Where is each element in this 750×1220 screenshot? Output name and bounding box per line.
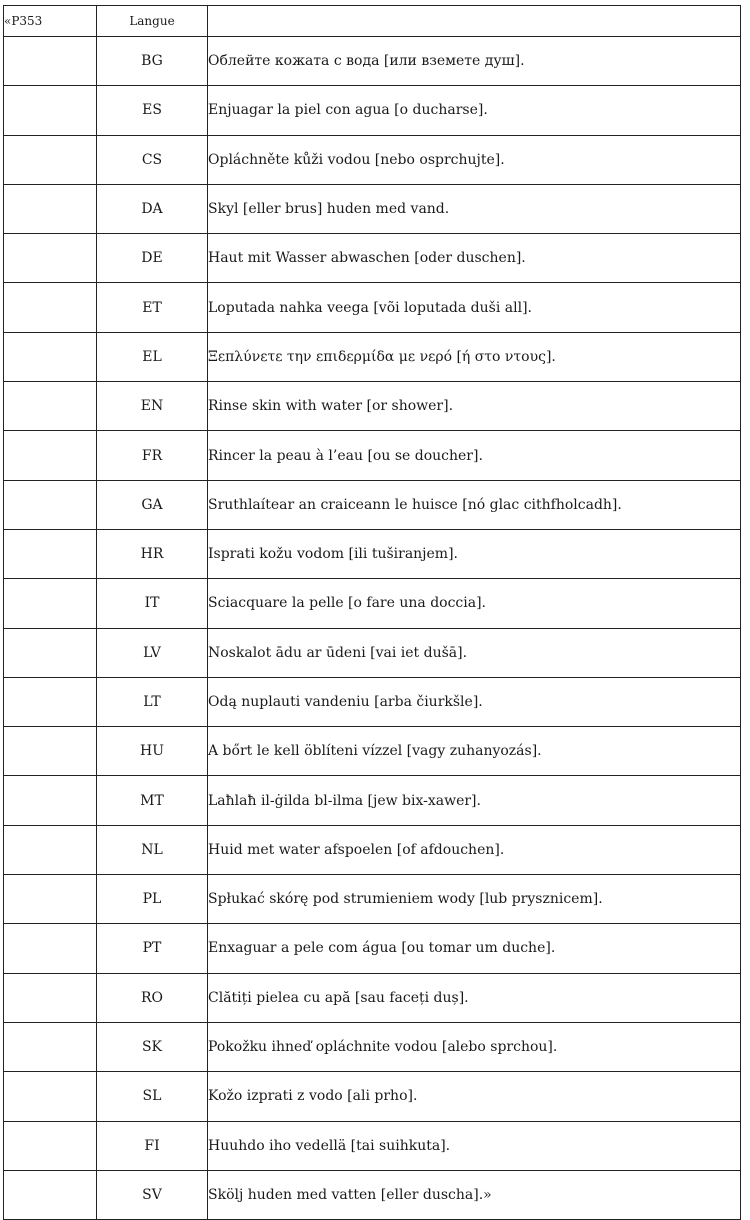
row-empty-cell — [4, 431, 97, 480]
row-empty-cell — [4, 1022, 97, 1071]
row-empty-cell — [4, 1170, 97, 1219]
row-empty-cell — [4, 234, 97, 283]
table-row — [4, 480, 741, 529]
table-row — [4, 382, 741, 431]
table-row — [4, 1022, 741, 1071]
language-code-cell: FI — [97, 1121, 208, 1170]
phrase-text-cell: Облейте кожата с вода [или вземете душ]. — [208, 37, 741, 86]
language-code-cell: SL — [97, 1072, 208, 1121]
translation-table — [3, 5, 741, 1220]
language-code-cell: DE — [97, 234, 208, 283]
row-empty-cell — [4, 86, 97, 135]
row-empty-cell — [4, 135, 97, 184]
phrase-text-cell: Enjuagar la piel con agua [o ducharse]. — [208, 86, 741, 135]
row-empty-cell — [4, 37, 97, 86]
table-row — [4, 825, 741, 874]
table-row — [4, 776, 741, 825]
table-header-row — [4, 6, 741, 37]
table-row — [4, 234, 741, 283]
row-empty-cell — [4, 973, 97, 1022]
row-empty-cell — [4, 776, 97, 825]
row-empty-cell — [4, 529, 97, 578]
table-row — [4, 431, 741, 480]
language-code-cell: EN — [97, 382, 208, 431]
row-empty-cell — [4, 628, 97, 677]
row-empty-cell — [4, 875, 97, 924]
row-empty-cell — [4, 677, 97, 726]
table-row — [4, 924, 741, 973]
table-row — [4, 86, 741, 135]
header-code-cell: «P353 — [4, 6, 97, 37]
table-row — [4, 727, 741, 776]
language-code-cell: ET — [97, 283, 208, 332]
phrase-text-cell: Isprati kožu vodom [ili tuširanjem]. — [208, 529, 741, 578]
table-row — [4, 1072, 741, 1121]
language-code-cell: PT — [97, 924, 208, 973]
phrase-text-cell: Spłukać skórę pod strumieniem wody [lub prysznicem]. — [208, 875, 741, 924]
language-code-cell: ES — [97, 86, 208, 135]
phrase-text-cell: Rinse skin with water [or shower]. — [208, 382, 741, 431]
row-empty-cell — [4, 332, 97, 381]
row-empty-cell — [4, 382, 97, 431]
language-code-cell: FR — [97, 431, 208, 480]
language-code-cell: SV — [97, 1170, 208, 1219]
header-language-cell: Langue — [97, 6, 208, 37]
row-empty-cell — [4, 480, 97, 529]
table-row — [4, 184, 741, 233]
table-row — [4, 529, 741, 578]
table-row — [4, 579, 741, 628]
table-row — [4, 1170, 741, 1219]
language-code-cell: BG — [97, 37, 208, 86]
table-row — [4, 628, 741, 677]
phrase-text-cell: Enxaguar a pele com água [ou tomar um duche]. — [208, 924, 741, 973]
table-row — [4, 973, 741, 1022]
phrase-text-cell: Skölj huden med vatten [eller duscha].» — [208, 1170, 741, 1219]
language-code-cell: PL — [97, 875, 208, 924]
phrase-text-cell: Skyl [eller brus] huden med vand. — [208, 184, 741, 233]
language-code-cell: LV — [97, 628, 208, 677]
phrase-text-cell: A bőrt le kell öblíteni vízzel [vagy zuhanyozás]. — [208, 727, 741, 776]
language-code-cell: CS — [97, 135, 208, 184]
phrase-text-cell: Rincer la peau à l’eau [ou se doucher]. — [208, 431, 741, 480]
phrase-text-cell: Opláchněte kůži vodou [nebo osprchujte]. — [208, 135, 741, 184]
language-code-cell: RO — [97, 973, 208, 1022]
row-empty-cell — [4, 1072, 97, 1121]
table-row — [4, 332, 741, 381]
table-row — [4, 1121, 741, 1170]
row-empty-cell — [4, 1121, 97, 1170]
language-code-cell: MT — [97, 776, 208, 825]
language-code-cell: SK — [97, 1022, 208, 1071]
row-empty-cell — [4, 825, 97, 874]
row-empty-cell — [4, 924, 97, 973]
language-code-cell: LT — [97, 677, 208, 726]
phrase-text-cell: Pokožku ihneď opláchnite vodou [alebo sprchou]. — [208, 1022, 741, 1071]
language-code-cell: EL — [97, 332, 208, 381]
table-row — [4, 283, 741, 332]
language-code-cell: HR — [97, 529, 208, 578]
table-row — [4, 135, 741, 184]
row-empty-cell — [4, 579, 97, 628]
phrase-text-cell: Kožo izprati z vodo [ali prho]. — [208, 1072, 741, 1121]
phrase-text-cell: Ξεπλύνετε την επιδερμίδα με νερό [ή στο ντους]. — [208, 332, 741, 381]
language-code-cell: GA — [97, 480, 208, 529]
table-body — [4, 37, 741, 1220]
language-code-cell: NL — [97, 825, 208, 874]
row-empty-cell — [4, 283, 97, 332]
language-code-cell: DA — [97, 184, 208, 233]
language-code-cell: HU — [97, 727, 208, 776]
phrase-text-cell: Loputada nahka veega [või loputada duši all]. — [208, 283, 741, 332]
phrase-text-cell: Laħlaħ il-ġilda bl-ilma [jew bix-xawer]. — [208, 776, 741, 825]
phrase-text-cell: Noskalot ādu ar ūdeni [vai iet dušā]. — [208, 628, 741, 677]
phrase-text-cell: Odą nuplauti vandeniu [arba čiurkšle]. — [208, 677, 741, 726]
row-empty-cell — [4, 727, 97, 776]
phrase-text-cell: Haut mit Wasser abwaschen [oder duschen]. — [208, 234, 741, 283]
table-row — [4, 37, 741, 86]
phrase-text-cell: Sciacquare la pelle [o fare una doccia]. — [208, 579, 741, 628]
table-row — [4, 875, 741, 924]
header-text-cell — [208, 6, 741, 37]
phrase-text-cell: Huuhdo iho vedellä [tai suihkuta]. — [208, 1121, 741, 1170]
language-code-cell: IT — [97, 579, 208, 628]
phrase-text-cell: Clătiți pielea cu apă [sau faceți duș]. — [208, 973, 741, 1022]
phrase-text-cell: Huid met water afspoelen [of afdouchen]. — [208, 825, 741, 874]
row-empty-cell — [4, 184, 97, 233]
table-row — [4, 677, 741, 726]
phrase-text-cell: Sruthlaítear an craiceann le huisce [nó glac cithfholcadh]. — [208, 480, 741, 529]
